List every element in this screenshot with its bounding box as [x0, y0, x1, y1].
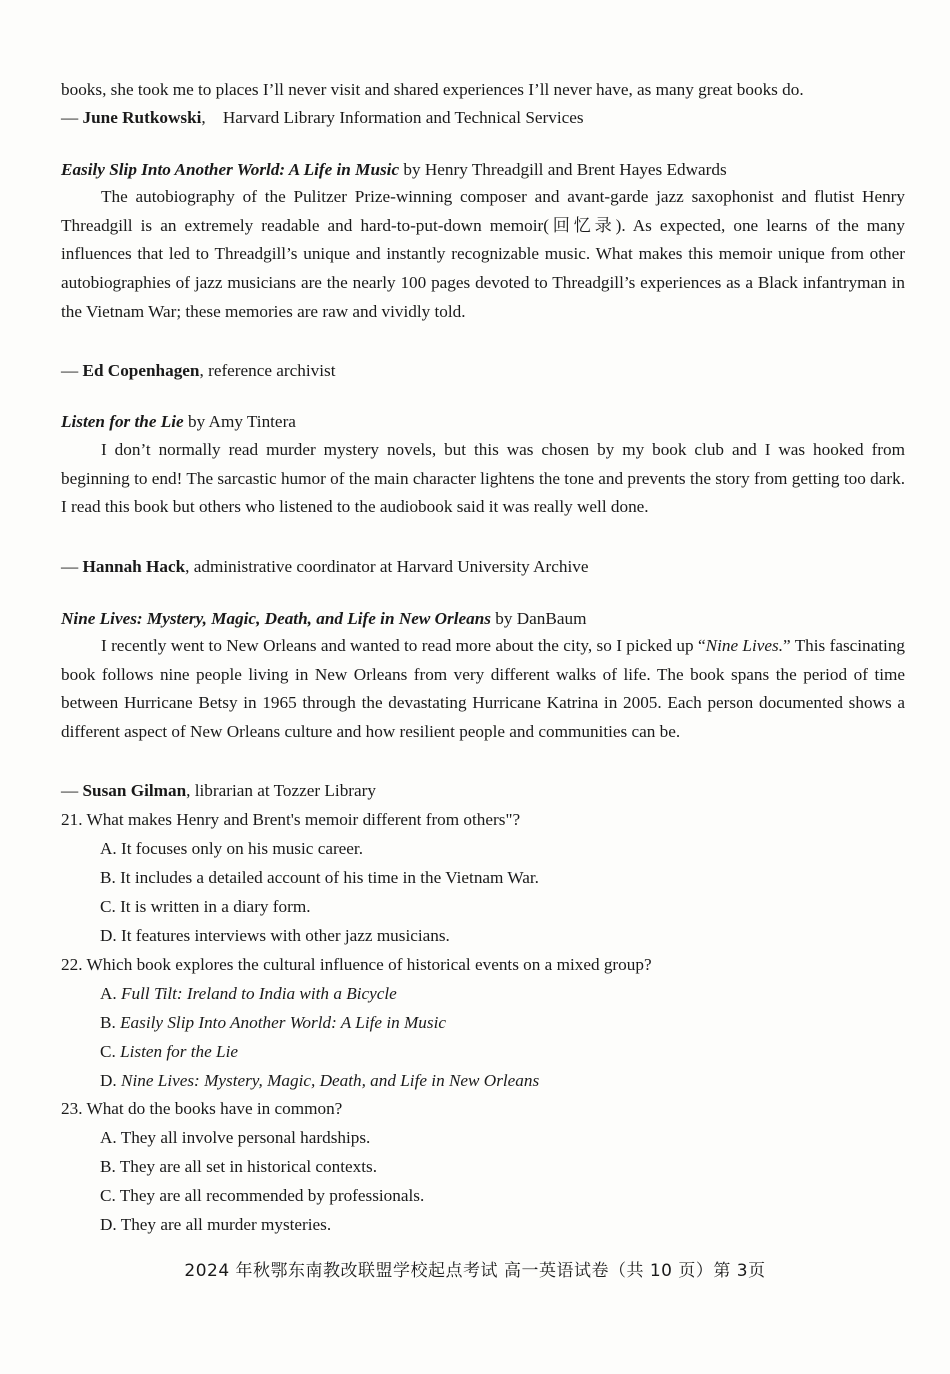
option-text: Nine Lives: Mystery, Magic, Death, and Life in New Orleans: [121, 1071, 540, 1090]
question-stem: 22. Which book explores the cultural influence of historical events on a mixed group?: [61, 955, 652, 974]
book-title: Nine Lives: Mystery, Magic, Death, and Life in New Orleans: [61, 609, 491, 628]
question-stem: 23. What do the books have in common?: [61, 1099, 343, 1118]
review-body-text: The autobiography of the Pulitzer Prize-winning composer and avant-garde jazz saxophonist and flutist Henry Threadgill is an extremely readable and hard-to-put-down memoir(回忆录). As expected, one learns of the many influences that led to Threadgill’s unique and instantly recognizable music. What makes this memoir unique from other autobiographies of jazz musicians are the nearly 100 pages devoted to Threadgill’s experiences as a Black infantryman in the Vietnam War; these memories are raw and vividly told.: [61, 187, 905, 321]
answer-option: [100, 897, 311, 917]
option-letter: B.: [100, 1157, 120, 1176]
answer-option: [100, 868, 539, 888]
review-reviewer: [61, 361, 335, 381]
option-text: It includes a detailed account of his time in the Vietnam War.: [120, 868, 539, 887]
reviewer-name: Ed Copenhagen: [82, 361, 200, 380]
option-letter: D.: [100, 1071, 122, 1090]
review-heading: [61, 160, 727, 180]
option-text: They are all set in historical contexts.: [119, 1157, 378, 1176]
book-byline: by Henry Threadgill and Brent Hayes Edwards: [399, 160, 727, 179]
intro-reviewer: [61, 108, 584, 128]
reviewer-dash: —: [61, 108, 83, 127]
answer-option: [100, 1186, 424, 1206]
option-letter: A.: [100, 839, 122, 858]
reviewer-role: , librarian at Tozzer Library: [186, 781, 376, 800]
answer-option: [100, 839, 363, 859]
reviewer-name: Susan Gilman: [82, 781, 187, 800]
option-text: They are all murder mysteries.: [120, 1215, 332, 1234]
option-text: Full Tilt: Ireland to India with a Bicycle: [121, 984, 397, 1003]
option-text: It features interviews with other jazz musicians.: [121, 926, 450, 945]
book-byline: by DanBaum: [490, 609, 587, 628]
review-body: [61, 436, 905, 522]
review-reviewer: [61, 781, 376, 801]
option-text: It is written in a diary form.: [120, 897, 311, 916]
option-letter: D.: [100, 1215, 121, 1234]
reviewer-role: , administrative coordinator at Harvard University Archive: [185, 557, 589, 576]
option-letter: B.: [100, 868, 121, 887]
review-body-text: ” This fascinating book follows nine people living in New Orleans from very different walks of life. The book spans the period of time between Hurricane Betsy in 1965 through the devastating Hurricane Katrina in 2005. Each person documented shows a different aspect of New Orleans culture and how resilient people and communities can be.: [61, 636, 906, 742]
question-stem: 21. What makes Henry and Brent's memoir different from others"?: [61, 810, 521, 829]
review-body-text: I don’t normally read murder mystery novels, but this was chosen by my book club and I was hooked from beginning to end! The sarcastic humor of the main character lightens the tone and prevents the story from getting too dark. I read this book but others who listened to the audiobook said it was really well done.: [61, 440, 905, 517]
option-letter: C.: [100, 897, 121, 916]
answer-option: [100, 1013, 446, 1033]
option-letter: C.: [100, 1186, 120, 1205]
intro-continuation: books, she took me to places I’ll never visit and shared experiences I’ll never have, as many great books do.: [61, 80, 804, 99]
reviewer-dash: —: [61, 557, 83, 576]
review-body: [61, 183, 905, 327]
answer-option: [100, 1157, 377, 1177]
option-text: Easily Slip Into Another World: A Life in Music: [120, 1013, 446, 1032]
option-letter: C.: [100, 1042, 121, 1061]
review-body-text: I recently went to New Orleans and wanted to read more about the city, so I picked up “: [101, 636, 706, 655]
reviewer-name: Hannah Hack: [82, 557, 186, 576]
option-letter: B.: [100, 1013, 121, 1032]
option-text: They all involve personal hardships.: [120, 1128, 371, 1147]
option-letter: A.: [100, 1128, 121, 1147]
reviewer-name: June Rutkowski: [82, 108, 202, 127]
option-text: It focuses only on his music career.: [121, 839, 364, 858]
review-body: [61, 632, 905, 747]
reviewer-dash: —: [61, 361, 83, 380]
review-body-italic: Nine Lives.: [705, 636, 784, 655]
answer-option: [100, 1215, 331, 1235]
option-letter: D.: [100, 926, 122, 945]
reviewer-role: , Harvard Library Information and Technical Services: [201, 108, 584, 127]
reviewer-dash: —: [61, 781, 83, 800]
answer-option: [100, 1071, 539, 1091]
answer-option: [100, 926, 450, 946]
option-text: They are all recommended by professionals.: [119, 1186, 425, 1205]
review-heading: [61, 412, 296, 432]
book-byline: by Amy Tintera: [183, 412, 296, 431]
book-title: Easily Slip Into Another World: A Life in Music: [61, 160, 400, 179]
page-footer: 2024 年秋鄂东南教改联盟学校起点考试 高一英语试卷（共 10 页）第 3页: [184, 1261, 766, 1281]
reviewer-role: , reference archivist: [199, 361, 336, 380]
review-reviewer: [61, 557, 588, 577]
answer-option: [100, 984, 397, 1004]
option-letter: A.: [100, 984, 122, 1003]
book-title: Listen for the Lie: [61, 412, 184, 431]
answer-option: [100, 1128, 370, 1148]
option-text: Listen for the Lie: [120, 1042, 238, 1061]
answer-option: [100, 1042, 238, 1062]
review-heading: [61, 609, 586, 629]
